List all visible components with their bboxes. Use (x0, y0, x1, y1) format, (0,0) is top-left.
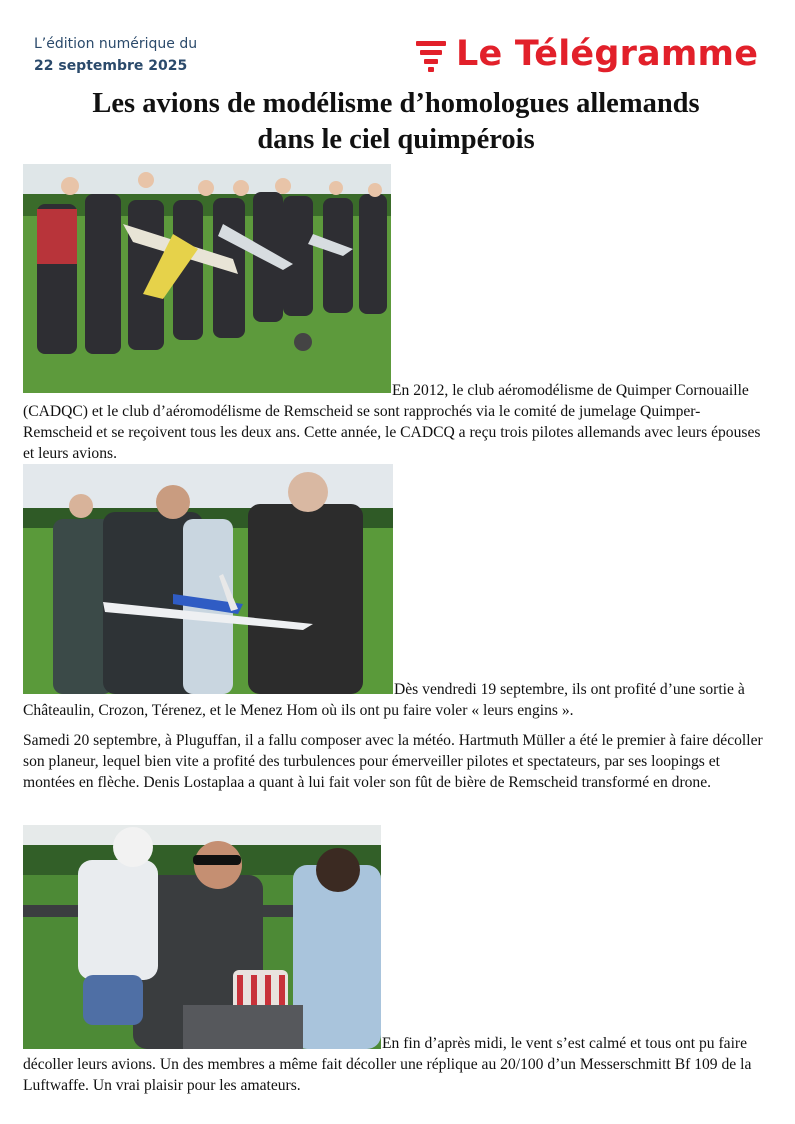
edition-date: 22 septembre 2025 (34, 58, 188, 74)
article-title (20, 86, 772, 158)
le-telegramme-logo (416, 34, 758, 74)
paragraph-4: En fin d’après midi, le vent s’est calmé et tous ont pu faire décoller leurs avions. Un des membres a même fait décoller une réplique au 20/100 d’un Messerschmitt Bf 109 de la Luftwaffe. Un vrai plaisir pour les amateurs. (23, 1035, 752, 1094)
logo-stripes-icon (416, 37, 446, 71)
edition-info (34, 34, 197, 76)
photo-keg-drone (23, 825, 381, 1049)
paragraph-2: Dès vendredi 19 septembre, ils ont profité d’une sortie à Châteaulin, Crozon, Térenez, et le Menez Hom où ils ont pu faire voler « leurs engins ». (23, 681, 745, 719)
logo-wordmark: Le Télégramme (456, 34, 759, 74)
paragraph-3: Samedi 20 septembre, à Pluguffan, il a fallu composer avec la météo. Hartmuth Müller a été le premier à faire décoller son planeur, lequel bien vite a profité des turbulences pour émerveiller pilotes et spectateurs, par ses loopings et montées en flèche. Denis Lostaplaa a quant à lui fait voler son fût de bière de Remscheid transformé en drone. (23, 732, 763, 791)
title-line-2: dans le ciel quimpérois (257, 124, 535, 155)
photo-group-with-model-planes (23, 164, 391, 393)
newspaper-header (0, 0, 795, 82)
paragraph-1: En 2012, le club aéromodélisme de Quimper Cornouaille (CADQC) et le club d’aéromodélisme de Remscheid se sont rapprochés via le comité de jumelage Quimper-Remscheid et se reçoivent tous les deux ans. Cette année, le CADCQ a reçu trois pilotes allemands avec leurs épouses et leurs avions. (23, 382, 761, 462)
photo-men-with-glider (23, 464, 393, 694)
edition-label: L’édition numérique du (34, 36, 198, 52)
title-line-1: Les avions de modélisme d’homologues allemands (92, 88, 700, 119)
